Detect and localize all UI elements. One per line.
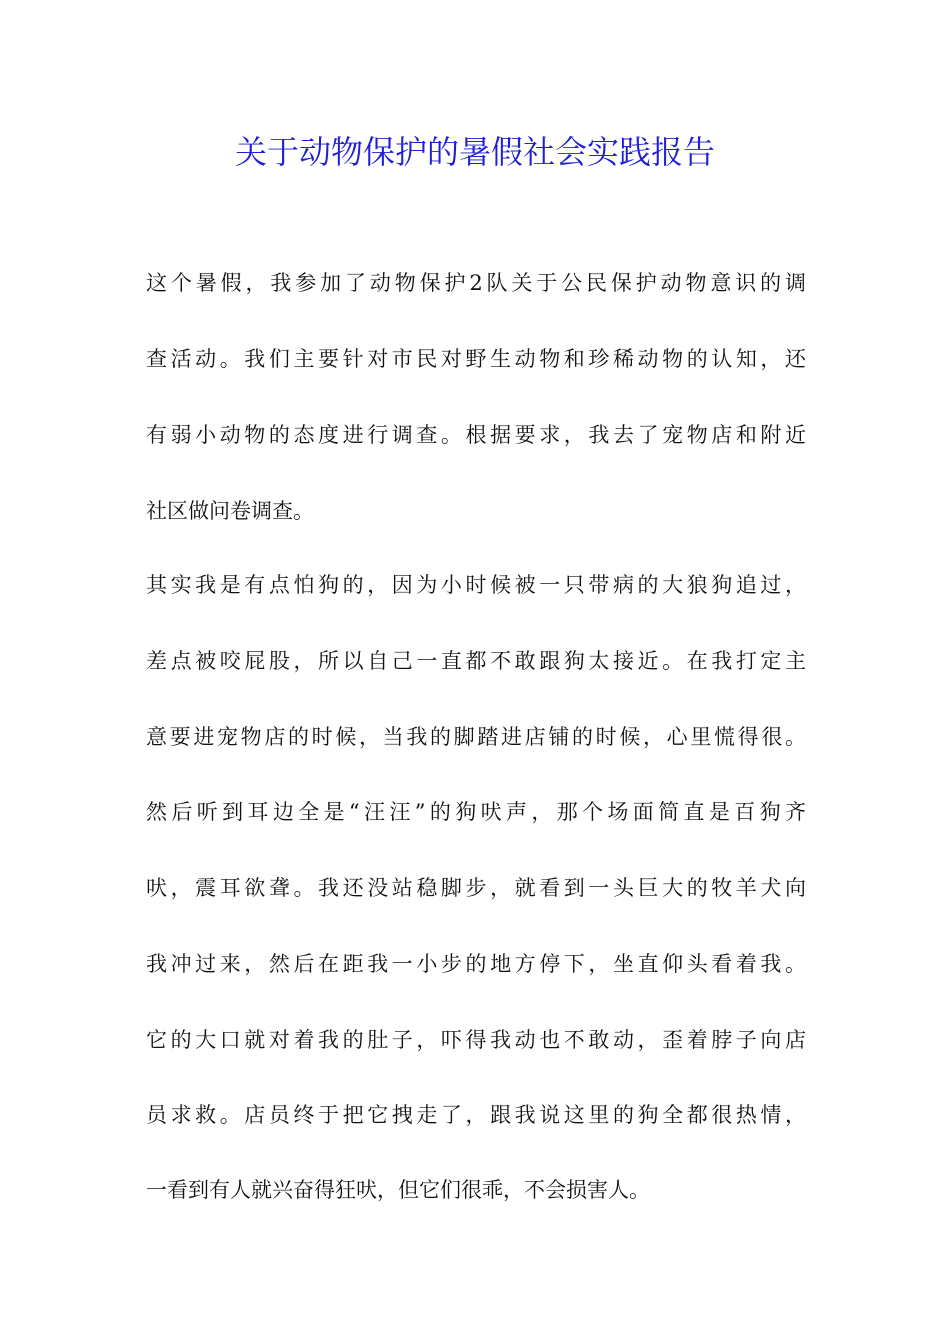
paragraph-2-line-6: 我冲过来，然后在距我一小步的地方停下，坐直仰头看着我。	[146, 952, 806, 976]
paragraph-2-line-5: 吠，震耳欲聋。我还没站稳脚步，就看到一头巨大的牧羊犬向	[146, 876, 806, 900]
paragraph-1-line-2: 查活动。我们主要针对市民对野生动物和珍稀动物的认知，还	[146, 347, 806, 371]
paragraph-2-line-2: 差点被咬屁股，所以自己一直都不敢跟狗太接近。在我打定主	[146, 649, 806, 673]
paragraph-2-line-1: 其实我是有点怕狗的，因为小时候被一只带病的大狼狗追过，	[146, 573, 806, 597]
paragraph-2-line-8: 员求救。店员终于把它拽走了，跟我说这里的狗全都很热情，	[146, 1103, 806, 1127]
paragraph-2-line-3: 意要进宠物店的时候，当我的脚踏进店铺的时候，心里慌得很。	[146, 725, 806, 749]
paragraph-2-line-9: 一看到有人就兴奋得狂吠，但它们很乖，不会损害人。	[146, 1178, 650, 1202]
paragraph-2-line-7: 它的大口就对着我的肚子，吓得我动也不敢动，歪着脖子向店	[146, 1028, 806, 1052]
paragraph-2-line-4: 然后听到耳边全是“汪汪”的狗吠声，那个场面简直是百狗齐	[146, 800, 806, 824]
paragraph-1-line-4: 社区做问卷调查。	[146, 499, 314, 523]
paragraph-1-line-1: 这个暑假，我参加了动物保护2队关于公民保护动物意识的调	[146, 271, 806, 295]
paragraph-1-line-3: 有弱小动物的态度进行调查。根据要求，我去了宠物店和附近	[146, 423, 806, 447]
document-title: 关于动物保护的暑假社会实践报告	[234, 133, 715, 171]
